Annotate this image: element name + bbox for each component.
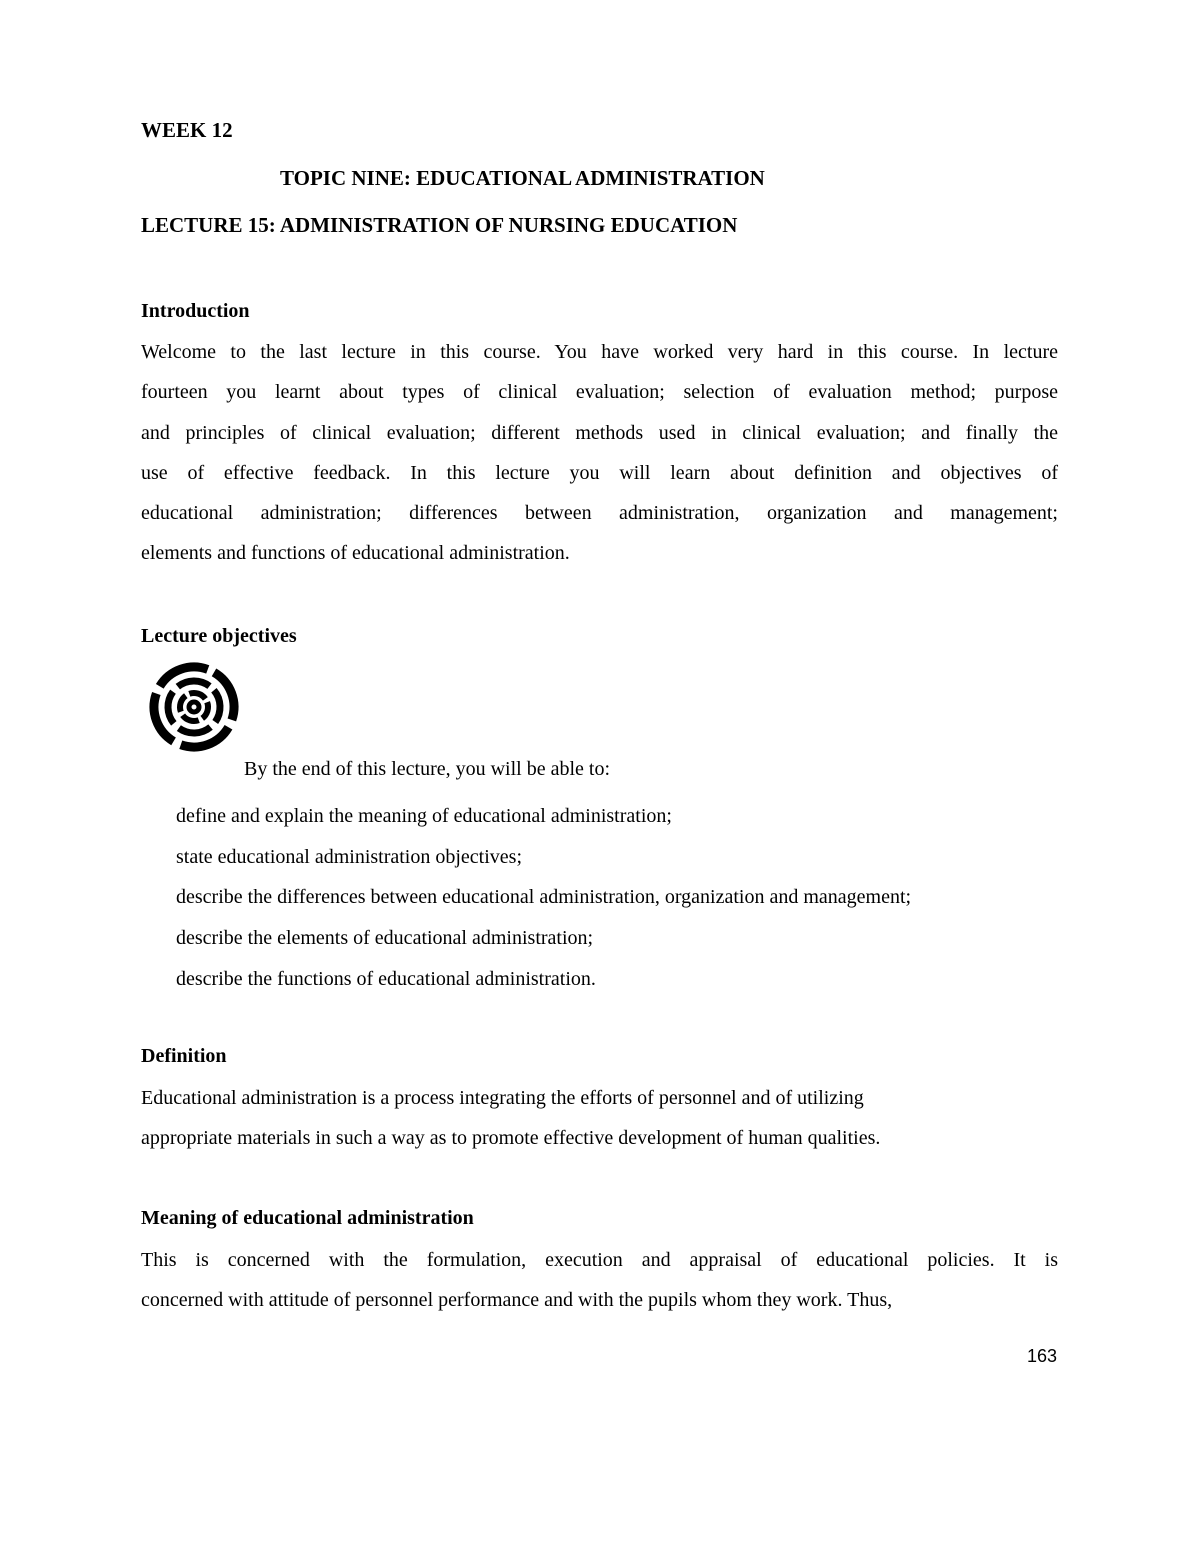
introduction-line: elements and functions of educational administration.	[141, 542, 570, 565]
list-item: define and explain the meaning of educational administration;	[176, 805, 672, 827]
definition-line: Educational administration is a process integrating the efforts of personnel and of utilizing	[141, 1087, 864, 1109]
objectives-heading: Lecture objectives	[141, 625, 297, 647]
target-icon	[146, 656, 244, 758]
introduction-heading: Introduction	[141, 300, 250, 322]
list-item: state educational administration objectives;	[176, 845, 523, 868]
topic-title: TOPIC NINE: EDUCATIONAL ADMINISTRATION	[280, 166, 765, 190]
introduction-paragraph	[141, 332, 1058, 574]
week-label: WEEK 12	[141, 118, 233, 142]
introduction-line: Welcome to the last lecture in this course. You have worked very hard in this course. In lecture	[141, 341, 1058, 363]
definition-heading: Definition	[141, 1045, 227, 1067]
introduction-line: educational administration; differences between administration, organization and management;	[141, 502, 1058, 525]
introduction-line: use of effective feedback. In this lecture you will learn about definition and objectives of	[141, 461, 1058, 484]
definition-line: appropriate materials in such a way as to promote effective development of human qualities.	[141, 1127, 881, 1150]
introduction-line: fourteen you learnt about types of clinical evaluation; selection of evaluation method; purpose	[141, 381, 1058, 404]
meaning-heading: Meaning of educational administration	[141, 1207, 474, 1229]
meaning-line: concerned with attitude of personnel performance and with the pupils whom they work. Thus,	[141, 1289, 893, 1312]
list-item: describe the elements of educational administration;	[176, 927, 594, 950]
objectives-intro: By the end of this lecture, you will be able to:	[244, 758, 611, 780]
meaning-line: This is concerned with the formulation, execution and appraisal of educational policies. It is	[141, 1249, 1058, 1271]
definition-paragraph	[141, 1078, 1058, 1159]
list-item: describe the differences between educational administration, organization and management;	[176, 886, 912, 909]
list-item: describe the functions of educational administration.	[176, 967, 596, 990]
lecture-title: LECTURE 15: ADMINISTRATION OF NURSING EDUCATION	[141, 213, 738, 237]
introduction-line: and principles of clinical evaluation; different methods used in clinical evaluation; and finally the	[141, 421, 1058, 444]
meaning-paragraph	[141, 1240, 1058, 1321]
objectives-list	[176, 796, 911, 1000]
page-number: 163	[1027, 1346, 1058, 1366]
